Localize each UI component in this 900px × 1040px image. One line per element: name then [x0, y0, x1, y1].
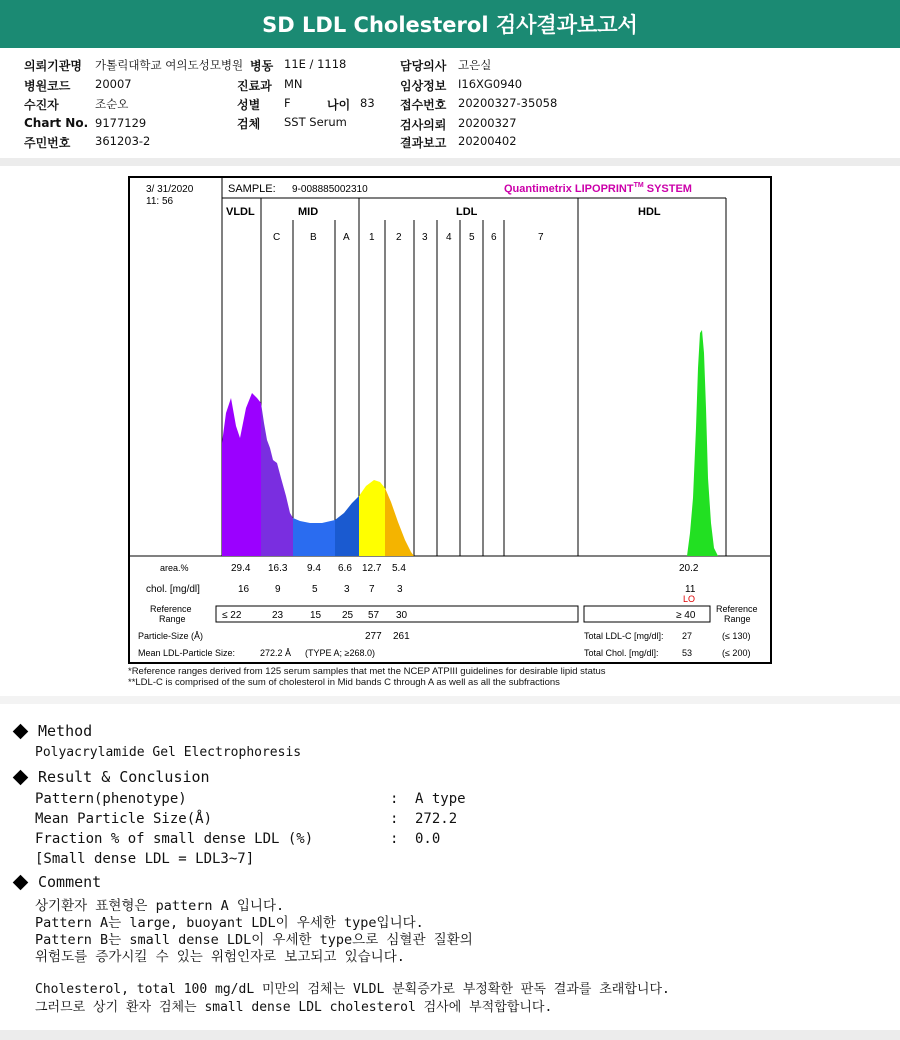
ref-value: 23 — [272, 610, 284, 621]
result-sep: : — [390, 791, 399, 807]
sex-label: 성별 — [237, 98, 261, 112]
rrn-value: 361203-2 — [95, 134, 151, 148]
group-ldl: LDL — [456, 206, 478, 218]
sample-label: SAMPLE: — [228, 183, 276, 195]
ref-label: Reference — [150, 604, 192, 614]
result-heading — [12, 768, 210, 786]
result-value: A type — [415, 791, 466, 807]
requested-value: 20200327 — [458, 116, 517, 130]
lipoprint-chart — [130, 178, 770, 662]
area-value: 9.4 — [307, 563, 321, 574]
clinical-value: I16XG0940 — [458, 77, 523, 91]
ref-label: Range — [159, 614, 186, 624]
area-value: 6.6 — [338, 563, 352, 574]
ref-value: 15 — [310, 610, 322, 621]
chol-value: 5 — [312, 584, 318, 595]
reported-value: 20200402 — [458, 134, 517, 148]
particle-size-value: 277 — [365, 631, 382, 642]
chol-hdl-flag: LO — [683, 594, 696, 604]
diamond-bullet-icon — [13, 769, 29, 785]
band-label: 3 — [422, 232, 428, 243]
method-text: Polyacrylamide Gel Electrophoresis — [35, 745, 302, 760]
result-label: Fraction % of small dense LDL (%) — [35, 831, 314, 847]
band-label: 1 — [369, 232, 375, 243]
footnote-2: **LDL-C is comprised of the sum of cholesterol in Mid bands C through A as well as all the subfractions — [128, 677, 560, 688]
result-label: Mean Particle Size(Å) — [35, 811, 213, 827]
band-label: A — [343, 232, 350, 243]
particle-size-value: 261 — [393, 631, 410, 642]
comment-line: 상기환자 표현형은 pattern A 입니다. — [35, 898, 285, 914]
report-date: 3/ 31/2020 — [146, 184, 194, 195]
area-hdl-value: 20.2 — [679, 563, 699, 574]
method-heading-text: Method — [38, 722, 93, 740]
patient-info — [0, 48, 900, 158]
chol-value: 3 — [397, 584, 403, 595]
chol-value: 16 — [238, 584, 250, 595]
result-note: [Small dense LDL = LDL3~7] — [35, 851, 255, 867]
result-value: 272.2 — [415, 811, 458, 827]
band-label: 6 — [491, 232, 497, 243]
group-vldl: VLDL — [226, 206, 255, 218]
brand-name: Quantimetrix LIPOPRINT™ SYSTEM — [504, 182, 692, 195]
total-chol-value: 53 — [682, 648, 693, 658]
ref-right-label: Reference — [716, 604, 758, 614]
ward-label: 병동 — [250, 59, 274, 73]
chart-no-value: 9177129 — [95, 116, 147, 130]
dept-value: MN — [284, 77, 303, 91]
vldl-peak — [222, 393, 261, 556]
divider — [0, 696, 900, 704]
result-sep: : — [390, 811, 399, 827]
hospital-label: 의뢰기관명 — [24, 59, 82, 73]
area-value: 12.7 — [362, 563, 382, 574]
chol-value: 9 — [275, 584, 281, 595]
chol-label: chol. [mg/dl] — [146, 584, 200, 595]
sex-value: F — [284, 96, 291, 110]
age-value: 83 — [360, 96, 375, 110]
ldl2-peak — [385, 488, 414, 556]
ref-right-label: Range — [724, 614, 751, 624]
result-sep: : — [390, 831, 399, 847]
mean-ldl-label: Mean LDL-Particle Size: — [138, 648, 236, 658]
area-value: 5.4 — [392, 563, 406, 574]
ldl1-peak — [359, 480, 385, 556]
specimen-label: 검체 — [237, 117, 261, 131]
requested-label: 검사의뢰 — [400, 118, 447, 132]
ward-value: 11E / 1118 — [284, 57, 347, 71]
mid-a-peak — [335, 496, 359, 556]
total-ldlc-label: Total LDL-C [mg/dl]: — [584, 631, 664, 641]
comment-line: Cholesterol, total 100 mg/dL 미만의 검체는 VLDL 분획증가로 부정확한 판독 결과를 초래합니다. — [35, 982, 670, 997]
rrn-label: 주민번호 — [24, 136, 71, 150]
diamond-bullet-icon — [13, 874, 29, 890]
particle-size-label: Particle-Size (Å) — [138, 631, 204, 641]
receipt-value: 20200327-35058 — [458, 96, 558, 110]
band-label: 2 — [396, 232, 402, 243]
specimen-value: SST Serum — [284, 115, 347, 129]
ref-value: 57 — [368, 610, 380, 621]
ref-value: 30 — [396, 610, 408, 621]
band-label: C — [273, 232, 281, 243]
ref-values — [222, 610, 696, 621]
report-title: SD LDL Cholesterol 검사결과보고서 — [0, 0, 900, 48]
result-heading-text: Result & Conclusion — [38, 768, 210, 786]
total-ldlc-range: (≤ 130) — [722, 631, 751, 641]
bottom-divider — [0, 1030, 900, 1040]
divider — [0, 158, 900, 166]
area-value: 16.3 — [268, 563, 288, 574]
densitometry-trace — [222, 330, 718, 556]
group-hdl: HDL — [638, 206, 661, 218]
area-value: 29.4 — [231, 563, 251, 574]
reported-label: 결과보고 — [400, 136, 447, 150]
result-label: Pattern(phenotype) — [35, 791, 187, 807]
chol-value: 3 — [344, 584, 350, 595]
mean-ldl-type: (TYPE A; ≥268.0) — [305, 648, 375, 658]
chol-values — [238, 584, 696, 604]
hospital-value: 가톨릭대학교 여의도성모병원 — [95, 58, 244, 72]
total-chol-range: (≤ 200) — [722, 648, 751, 658]
comment-line: Pattern B는 small dense LDL이 우세한 type으로 심혈관 질환의 — [35, 932, 473, 948]
band-label: B — [310, 232, 317, 243]
band-label: 4 — [446, 232, 452, 243]
receipt-label: 접수번호 — [400, 98, 447, 112]
patient-value: 조순오 — [95, 97, 129, 111]
area-values — [231, 563, 699, 574]
report-time: 11: 56 — [146, 196, 174, 207]
hospital-code-value: 20007 — [95, 77, 132, 91]
mid-c-peak — [261, 403, 293, 556]
doctor-value: 고은실 — [458, 58, 492, 72]
diamond-bullet-icon — [13, 723, 29, 739]
clinical-label: 임상정보 — [400, 79, 447, 93]
age-label: 나이 — [327, 98, 351, 112]
mid-b-peak — [293, 518, 335, 556]
band-label: 7 — [538, 232, 544, 243]
ref-value: ≤ 22 — [222, 610, 242, 621]
ref-hdl-value: ≥ 40 — [676, 610, 696, 621]
hospital-code-label: 병원코드 — [24, 79, 71, 93]
method-heading — [12, 722, 92, 740]
dept-label: 진료과 — [237, 79, 272, 93]
hdl-peak — [687, 330, 718, 556]
chol-value: 7 — [369, 584, 375, 595]
area-label: area.% — [160, 563, 189, 573]
lipoprint-report — [128, 176, 772, 664]
comment-line: Pattern A는 large, buoyant LDL이 우세한 type입니다. — [35, 915, 424, 931]
sample-value: 9-008885002310 — [292, 184, 368, 195]
comment-heading-text: Comment — [38, 873, 102, 891]
footnote-1: *Reference ranges derived from 125 serum samples that met the NCEP ATPIII guidelines for desirable lipid status — [128, 666, 606, 677]
doctor-label: 담당의사 — [400, 59, 447, 73]
comment-line: 위험도를 증가시킬 수 있는 위험인자로 보고되고 있습니다. — [35, 949, 405, 965]
result-value: 0.0 — [415, 831, 441, 847]
patient-label: 수진자 — [24, 98, 59, 112]
band-label: 5 — [469, 232, 475, 243]
total-chol-label: Total Chol. [mg/dl]: — [584, 648, 659, 658]
comment-heading — [12, 873, 101, 891]
comment-line: 그러므로 상기 환자 검체는 small dense LDL cholesterol 검사에 부적합합니다. — [35, 1000, 553, 1015]
group-mid: MID — [298, 206, 319, 218]
ref-value: 25 — [342, 610, 354, 621]
chol-hdl-value: 11 — [685, 584, 696, 595]
mean-ldl-value: 272.2 Å — [260, 648, 292, 658]
chart-no-label: Chart No. — [24, 116, 89, 130]
band-labels — [273, 232, 544, 243]
total-ldlc-value: 27 — [682, 631, 693, 641]
